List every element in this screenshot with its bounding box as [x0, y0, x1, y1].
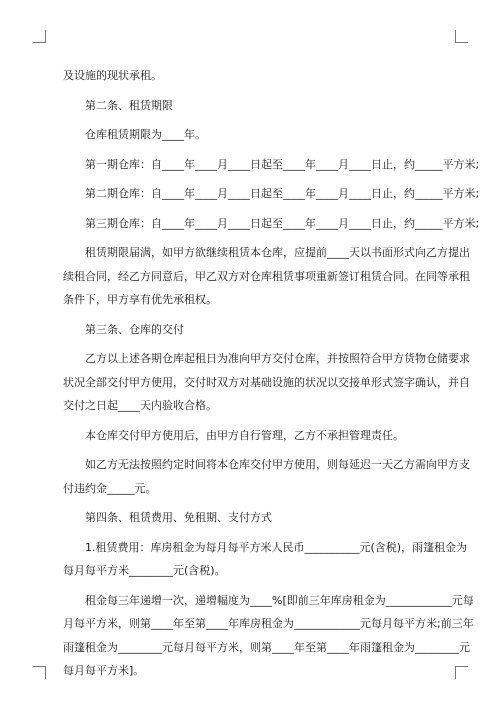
section-heading: 第四条、租赁费用、免租期、支付方式 — [85, 511, 272, 524]
corner-mark-top-left — [33, 30, 46, 43]
corner-mark-top-right — [455, 30, 468, 43]
text-line: 第三期仓库：自____年____月____日起至____年____月____日止，约_____平方米; — [85, 216, 480, 230]
text-line: 1.租赁费用：库房租金为每月每平方米人民币__________元(含税)，雨篷租金为 — [85, 540, 468, 554]
text-line: 每月每平方米]。 — [63, 664, 145, 677]
text-line: 如乙方无法按照约定时间将本仓库交付甲方使用，则每延迟一天乙方需向甲方支 — [85, 458, 470, 471]
text-line: 乙方以上述各期仓库起租日为准向甲方交付仓库，并按照符合甲方货物仓储要求 — [85, 352, 470, 365]
corner-mark-bottom-right — [455, 666, 468, 679]
text-line: 条件下，甲方享有优先承租权。 — [63, 293, 217, 306]
text-line: 本仓库交付甲方使用后，由甲方自行管理，乙方不承担管理责任。 — [85, 428, 404, 442]
text-line: 雨篷租金为________元每月每平方米，则第____年至第____年雨篷租金为________元 — [63, 640, 470, 654]
text-line: 第二期仓库：自____年____月____日起至____年____月____日止，约_____平方米; — [85, 187, 480, 200]
text-line: 交付之日起____天内验收合格。 — [63, 399, 217, 412]
text-line: 状况全部交付甲方使用，交付时双方对基础设施的状况以交接单形式签字确认，并自 — [63, 375, 470, 389]
text-line: 租金每三年递增一次，递增幅度为____%[即前三年库房租金为____________元每 — [85, 593, 474, 607]
text-line: 付违约金_____元。 — [63, 481, 157, 495]
text-line: 仓库租赁期限为____年。 — [85, 128, 206, 141]
section-heading: 第二条、租赁期限 — [85, 98, 173, 112]
text-line: 月每平方米，则第____年至第____年库房租金为____________元每月每平方米;前三年 — [63, 617, 474, 630]
text-line: 每月每平方米________元(含税)。 — [63, 564, 226, 577]
section-heading: 第三条、仓库的交付 — [85, 322, 184, 336]
text-line: 及设施的现状承租。 — [63, 69, 162, 82]
text-line: 租赁期限届满，如甲方欲继续租赁本仓库，应提前____天以书面形式向乙方提出 — [85, 246, 470, 259]
document-body — [63, 64, 480, 683]
corner-mark-bottom-left — [33, 666, 46, 679]
text-line: 续租合同，经乙方同意后，甲乙双方对仓库租赁事项重新签订租赁合同。在同等承租 — [63, 269, 470, 283]
text-line: 第一期仓库：自____年____月____日起至____年____月____日止，约_____平方米; — [85, 157, 480, 171]
